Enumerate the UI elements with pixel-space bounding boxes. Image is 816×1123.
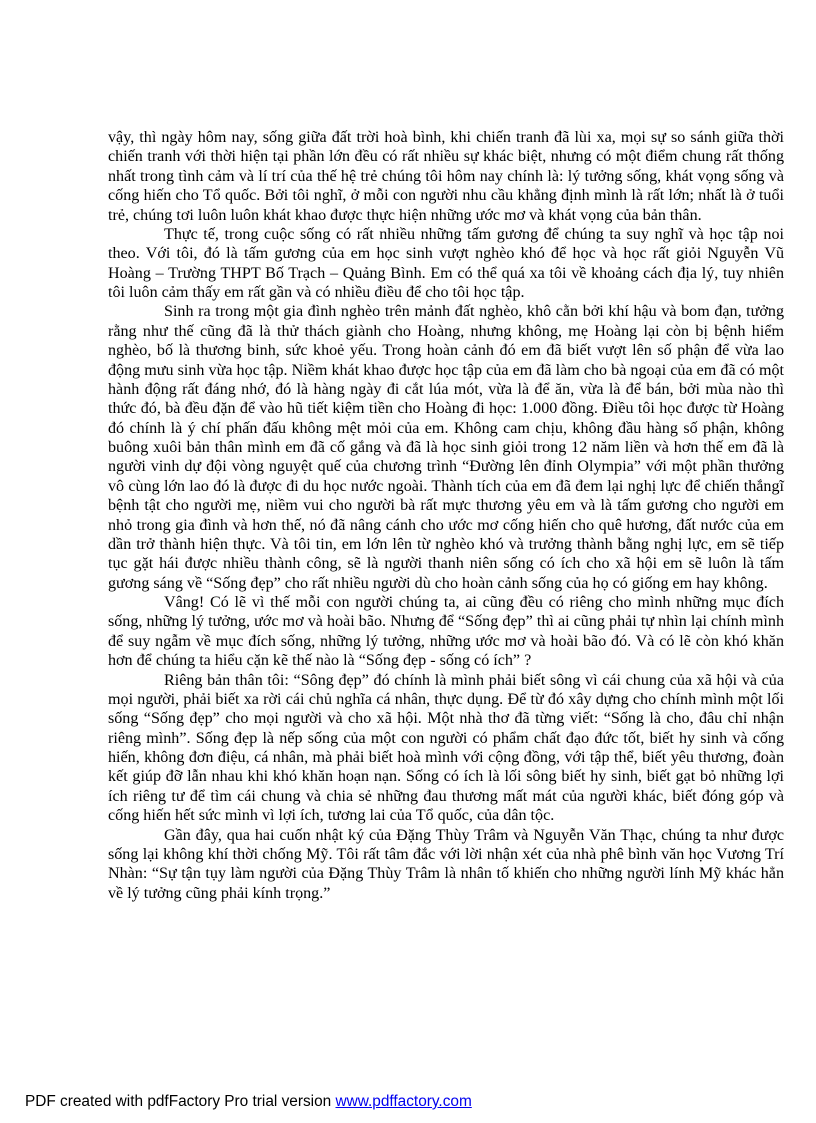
footer-text: PDF created with pdfFactory Pro trial version [25, 1093, 336, 1110]
paragraph: Gần đây, qua hai cuốn nhật ký của Đặng Thùy Trâm và Nguyễn Văn Thạc, chúng ta như được sống lại không khí thời chống Mỹ. Tôi rất tâm đắc với lời nhận xét của nhà phê bình văn học Vương Trí Nhàn: “Sự tận tụy làm người của Đặng Thùy Trâm là nhân tố khiến cho những người lính Mỹ khác hẳn về lý tưởng cũng phải kính trọng.” [108, 826, 784, 902]
document-body [108, 128, 784, 903]
paragraph: Sinh ra trong một gia đình nghèo trên mảnh đất nghèo, khô cằn bởi khí hậu và bom đạn, tưởng rằng như thế cũng đã là thử thách giành cho Hoàng, nhưng không, mẹ Hoàng lại còn bị bệnh hiểm nghèo, bố là thương binh, sức khoẻ yếu. Trong hoàn cảnh đó em đã biết vượt lên số phận để vừa lao động mưu sinh vừa học tập. Niềm khát khao được học tập của em đã làm cho bà ngoại của em đã có một hành động rất đáng nhớ, đó là hàng ngày đi cắt lúa mót, vừa là để ăn, vừa là để bán, bởi mùa nào thì thức đó, bà đều đặn để vào hũ tiết kiệm tiền cho Hoàng đi học: 1.000 đồng. Điều tôi học được từ Hoàng đó chính là ý chí phấn đấu không mệt mỏi của em. Không cam chịu, không đầu hàng số phận, không buông xuôi bản thân mình em đã cố gắng và đã là học sinh giỏi trong 12 năm liền và hơn thế em đã là người vinh dự đội vòng nguyệt quế của chương trình “Đường lên đỉnh Olympia” với một phần thưởng vô cùng lớn lao đó là được đi du học nước ngoài. Thành tích của em đã đem lại nghị lực để chiến thắngĩ bệnh tật cho người mẹ, niềm vui cho người bà rất mực thương yêu em và là tấm gương cho người em nhỏ trong gia đình và hơn thế, nó đã nâng cánh cho ước mơ cống hiến cho quê hương, đất nước của em dần trở thành hiện thực. Và tôi tin, em lớn lên từ nghèo khó và trưởng thành bằng nghị lực, em sẽ tiếp tục gặt hái được nhiều thành công, sẽ là người thanh niên sống có ích cho xã hội em sẽ luôn là tấm gương sáng về “Sống đẹp” cho rất nhiều người dù cho hoàn cảnh sống của họ có giống em hay không. [108, 303, 784, 592]
pdffactory-link[interactable]: www.pdffactory.com [335, 1093, 472, 1110]
paragraph: vậy, thì ngày hôm nay, sống giữa đất trời hoà bình, khi chiến tranh đã lùi xa, mọi sự so sánh giữa thời chiến tranh với thời hiện tại phần lớn đều có rất nhiều sự khác biệt, nhưng có một điểm chung rất thống nhất trong tình cảm và lí trí của thế hệ trẻ chúng tôi hôm nay chính là: lý tưởng sống, khát vọng sống và cống hiến cho Tổ quốc. Bởi tôi nghĩ, ở mỗi con người nhu cầu khẳng định mình là rất lớn; nhất là ở tuổi trẻ, chúng tơi luôn luôn khát khao được thực hiện những ước mơ và khát vọng của bản thân. [108, 129, 784, 224]
paragraph: Thực tế, trong cuộc sống có rất nhiều những tấm gương để chúng ta suy nghĩ và học tập noi theo. Với tôi, đó là tấm gương của em học sinh vượt nghèo khó để học và học rất giỏi Nguyễn Vũ Hoàng – Trường THPT Bố Trạch – Quảng Bình. Em có thể quá xa tôi về khoảng cách địa lý, tuy nhiên tôi luôn cảm thấy em rất gần và có nhiều điều để cho tôi học tập. [108, 225, 784, 301]
pdf-watermark-footer [25, 1093, 472, 1111]
paragraph: Riêng bản thân tôi: “Sông đẹp” đó chính là mình phải biết sông vì cái chung của xã hội và của mọi người, phải biết xa rời cái chủ nghĩa cá nhân, thực dụng. Để từ đó xây dựng cho chính mình một lối sống “Sống đẹp” cho mọi người và cho xã hội. Một nhà thơ đã từng viết: “Sống là cho, đâu chỉ nhận riêng mình”. Sống đẹp là nếp sống của một con người có phẩm chất đạo đức tốt, biết hy sinh và cống hiến, không đơn điệu, cá nhân, mà phải biết hoà mình với cộng đồng, với tập thể, biết yêu thương, đoàn kết giúp đỡ lẫn nhau khi khó khăn hoạn nạn. Sống có ích là lối sông biết hy sinh, biết gạt bỏ những lợi ích riêng tư để tìm cái chung và chia sẻ những đau thương mất mát của người khác, biết đóng góp và cống hiến hết sức mình vì lợi ích, tương lai của Tổ quốc, của dân tộc. [108, 671, 784, 825]
paragraph: Vâng! Có lẽ vì thế mỗi con người chúng ta, ai cũng đều có riêng cho mình những mục đích sống, những lý tưởng, ước mơ và hoài bão. Nhưng để “Sống đẹp” thì ai cũng phải tự nhìn lại chính mình để suy ngẫm về mục đích sống, những lý tưởng, những ước mơ và hoài bão đó. Và có lẽ còn khó khăn hơn để chúng ta hiểu cặn kẽ thế nào là “Sống đẹp - sống có ích” ? [108, 594, 784, 670]
